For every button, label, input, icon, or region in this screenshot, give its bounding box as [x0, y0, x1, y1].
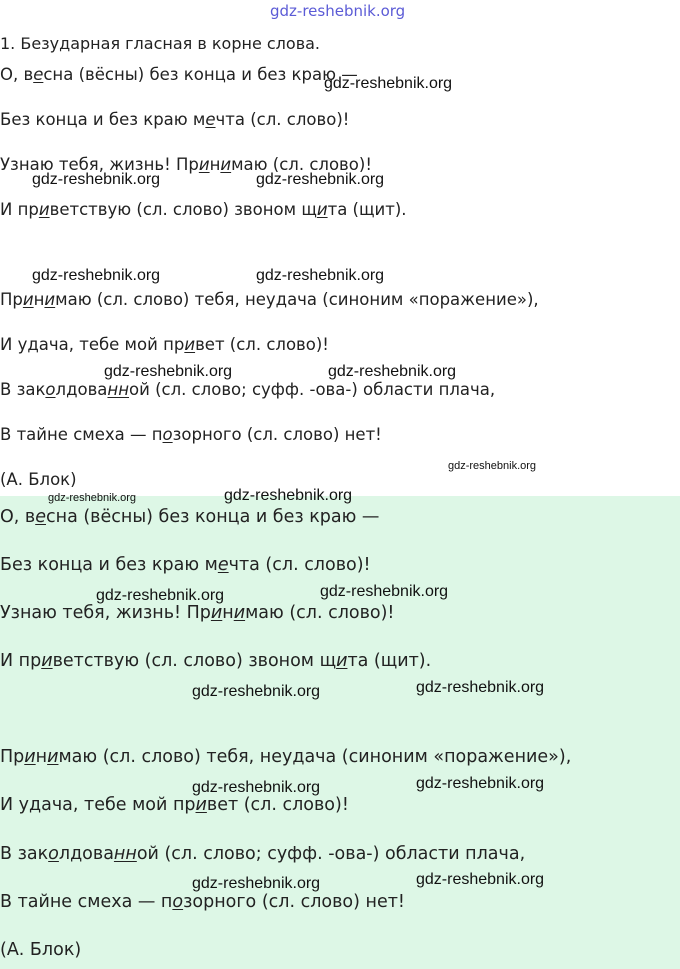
watermark: gdz-reshebnik.org: [416, 679, 545, 696]
answer-line-8: В тайне смеха — позорного (сл. слово) нет!: [0, 892, 405, 912]
poem-line-8: В тайне смеха — позорного (сл. слово) нет!: [0, 425, 382, 444]
answer-line-4: И приветствую (сл. слово) звоном щита (щит).: [0, 651, 432, 671]
answer-line-1: О, весна (вёсны) без конца и без краю —: [0, 507, 380, 527]
poem-line-4: И приветствую (сл. слово) звоном щита (щит).: [0, 200, 407, 219]
watermark: gdz-reshebnik.org: [32, 171, 161, 188]
watermark: gdz-reshebnik.org: [324, 75, 453, 92]
task-title: 1. Безударная гласная в корне слова.: [0, 34, 321, 53]
watermark: gdz-reshebnik.org: [96, 587, 225, 604]
watermark: gdz-reshebnik.org: [192, 875, 321, 892]
poem-line-2: Без конца и без краю мечта (сл. слово)!: [0, 110, 350, 129]
watermark: gdz-reshebnik.org: [32, 267, 161, 284]
poem-line-1: О, весна (вёсны) без конца и без краю —: [0, 65, 358, 84]
poem-line-5: Принимаю (сл. слово) тебя, неудача (синоним «поражение»),: [0, 290, 539, 309]
watermark: gdz-reshebnik.org: [192, 779, 321, 796]
poem-line-7: В заколдованной (сл. слово; суфф. -ова-) области плача,: [0, 380, 496, 399]
watermark: gdz-reshebnik.org: [328, 363, 457, 380]
poem-author: (А. Блок): [0, 470, 77, 489]
watermark: gdz-reshebnik.org: [416, 775, 545, 792]
answer-line-2: Без конца и без краю мечта (сл. слово)!: [0, 555, 371, 575]
answer-author: (А. Блок): [0, 940, 82, 960]
watermark: gdz-reshebnik.org: [192, 683, 321, 700]
watermark: gdz-reshebnik.org: [256, 267, 385, 284]
poem-line-3: Узнаю тебя, жизнь! Принимаю (сл. слово)!: [0, 155, 372, 174]
watermark: gdz-reshebnik.org: [224, 487, 353, 504]
watermark: gdz-reshebnik.org: [104, 363, 233, 380]
watermark: gdz-reshebnik.org: [448, 460, 537, 472]
poem-line-6: И удача, тебе мой привет (сл. слово)!: [0, 335, 329, 354]
answer-line-5: Принимаю (сл. слово) тебя, неудача (синоним «поражение»),: [0, 747, 572, 767]
watermark: gdz-reshebnik.org: [48, 492, 137, 504]
header-watermark: gdz-reshebnik.org: [270, 2, 406, 20]
watermark: gdz-reshebnik.org: [320, 583, 449, 600]
watermark: gdz-reshebnik.org: [256, 171, 385, 188]
watermark: gdz-reshebnik.org: [416, 871, 545, 888]
answer-line-6: И удача, тебе мой привет (сл. слово)!: [0, 795, 349, 815]
answer-line-7: В заколдованной (сл. слово; суфф. -ова-) области плача,: [0, 844, 526, 864]
answer-line-3: Узнаю тебя, жизнь! Принимаю (сл. слово)!: [0, 603, 395, 623]
